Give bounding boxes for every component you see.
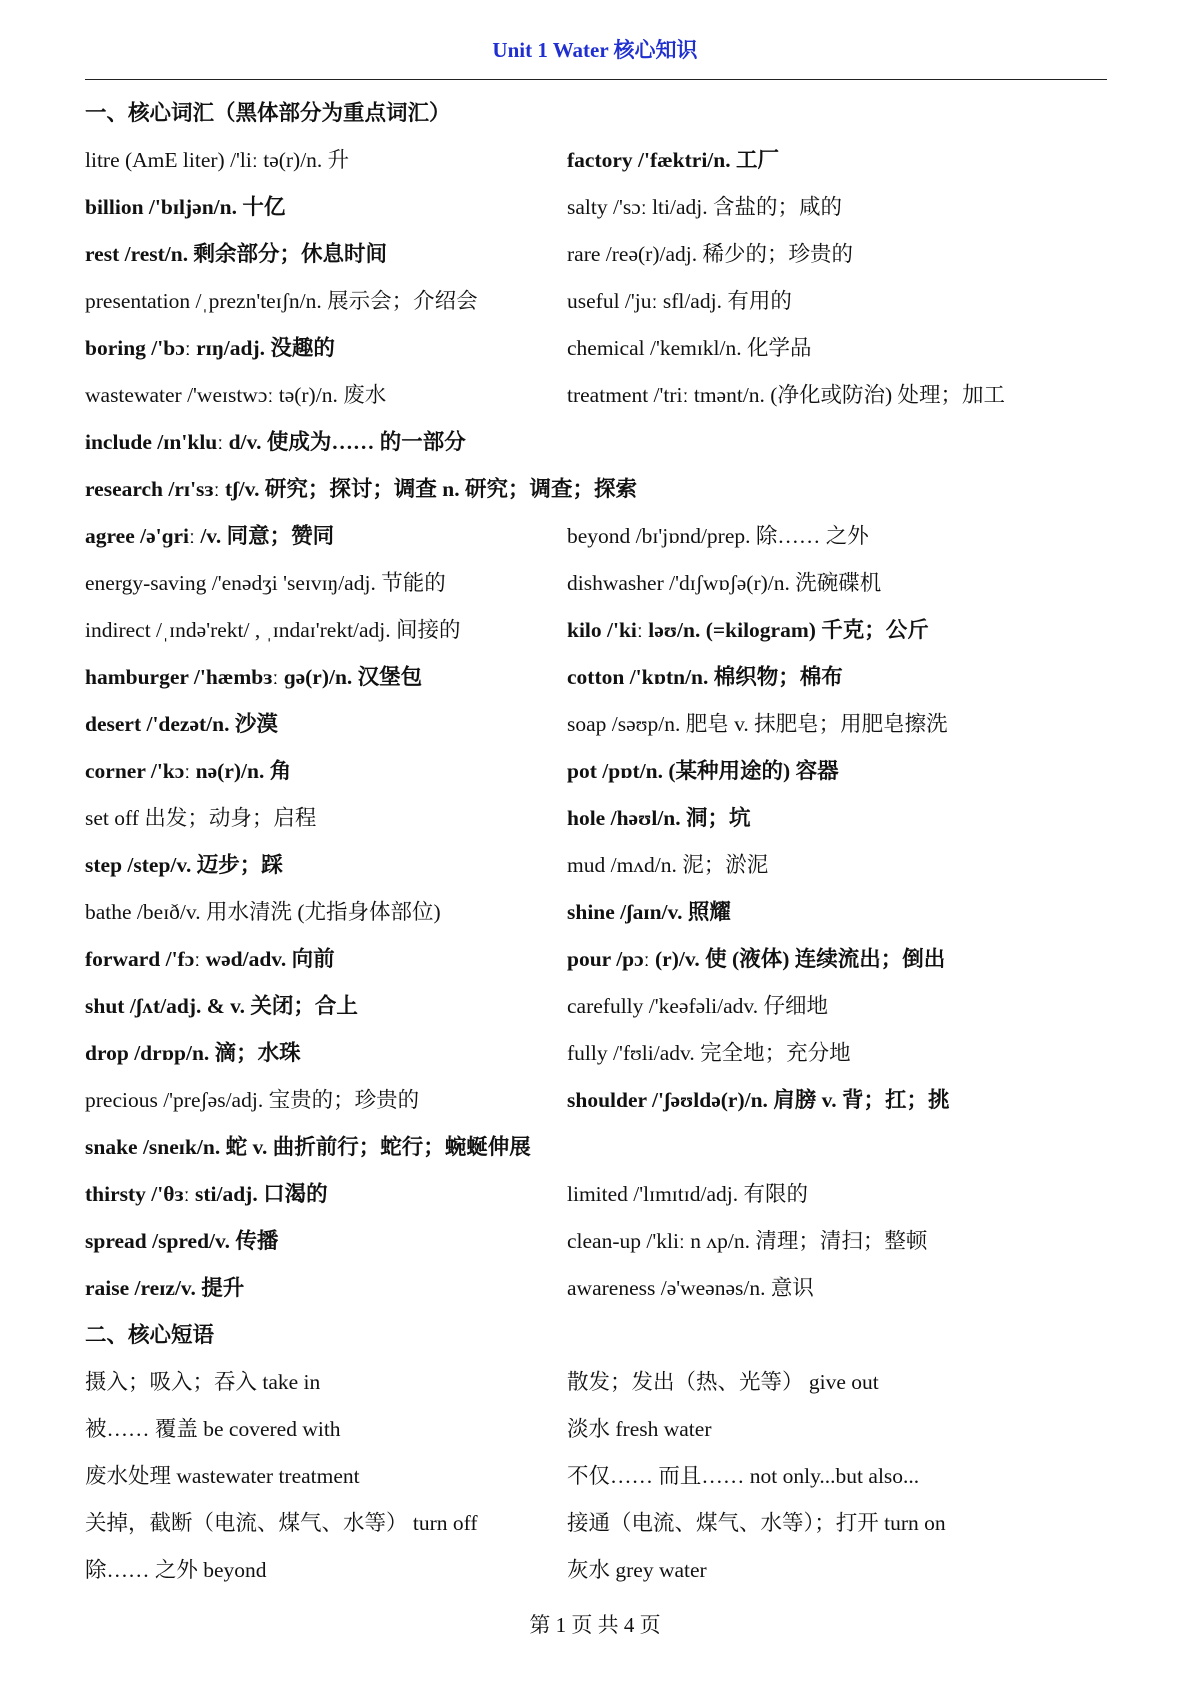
vocab-entry-left: hamburger /'hæmbɜː ɡə(r)/n. 汉堡包 bbox=[85, 665, 423, 689]
vocab-entry-row bbox=[85, 511, 1107, 558]
vocab-entry-right: kilo /'kiː ləʊ/n. (=kilogram) 千克；公斤 bbox=[567, 618, 929, 642]
vocab-entry-left: corner /'kɔː nə(r)/n. 角 bbox=[85, 759, 292, 783]
vocab-entry: research /rɪ'sɜː tʃ/v. 研究；探讨；调查 n. 研究；调查；探索 bbox=[85, 477, 637, 501]
vocab-entry-left: agree /ə'ɡriː /v. 同意；赞同 bbox=[85, 524, 335, 548]
vocab-entry: snake /sneɪk/n. 蛇 v. 曲折前行；蛇行；蜿蜒伸展 bbox=[85, 1135, 531, 1159]
vocab-entry-left: rest /rest/n. 剩余部分；休息时间 bbox=[85, 242, 387, 266]
vocab-entry-row bbox=[85, 182, 1107, 229]
vocab-entry-left: indirect /ˌɪndə'rekt/ , ˌɪndaɪ'rekt/adj. 间接的 bbox=[85, 618, 461, 642]
vocab-entry-left: raise /reɪz/v. 提升 bbox=[85, 1276, 245, 1300]
vocab-entry-left: energy-saving /'enədʒi 'seɪvɪŋ/adj. 节能的 bbox=[85, 571, 446, 595]
phrase-entry-right: 淡水 fresh water bbox=[567, 1417, 712, 1441]
vocab-entry-row bbox=[85, 605, 1107, 652]
vocab-entry-row bbox=[85, 1028, 1107, 1075]
phrase-entry-right: 接通（电流、煤气、水等）；打开 turn on bbox=[567, 1511, 946, 1535]
vocab-entry-right: factory /'fæktri/n. 工厂 bbox=[567, 148, 779, 172]
phrase-entry-row bbox=[85, 1357, 1107, 1404]
vocab-entry-right: fully /'fʊli/adv. 完全地；充分地 bbox=[567, 1041, 851, 1065]
vocab-entry-row bbox=[85, 1075, 1107, 1122]
vocab-entry-left: bathe /beɪð/v. 用水清洗 (尤指身体部位) bbox=[85, 900, 441, 924]
vocab-entry-left: billion /'bɪljən/n. 十亿 bbox=[85, 195, 286, 219]
phrase-entry-right: 灰水 grey water bbox=[567, 1558, 707, 1582]
vocab-entry-left: spread /spred/v. 传播 bbox=[85, 1229, 279, 1253]
vocab-entry-row bbox=[85, 323, 1107, 370]
vocab-entry-right: pot /pɒt/n. (某种用途的) 容器 bbox=[567, 759, 839, 783]
vocab-entry-right: limited /'lɪmɪtɪd/adj. 有限的 bbox=[567, 1182, 808, 1206]
vocab-entry-row bbox=[85, 1263, 1107, 1310]
vocab-entry-left: litre (AmE liter) /'liː tə(r)/n. 升 bbox=[85, 148, 350, 172]
vocab-entry-right: beyond /bɪ'jɒnd/prep. 除…… 之外 bbox=[567, 524, 869, 548]
phrase-entry-right: 散发；发出（热、光等） give out bbox=[567, 1370, 879, 1394]
vocab-entry-left: thirsty /'θɜː sti/adj. 口渴的 bbox=[85, 1182, 328, 1206]
vocab-entry-left: set off 出发；动身；启程 bbox=[85, 806, 317, 830]
vocab-entry-right: clean-up /'kliː n ʌp/n. 清理；清扫；整顿 bbox=[567, 1229, 928, 1253]
vocab-entry-row bbox=[85, 887, 1107, 934]
header-divider bbox=[85, 79, 1107, 80]
vocab-entry-row bbox=[85, 1169, 1107, 1216]
vocab-entry-row bbox=[85, 135, 1107, 182]
vocab-entry-row bbox=[85, 840, 1107, 887]
vocab-entry-left: shut /ʃʌt/adj. & v. 关闭；合上 bbox=[85, 994, 358, 1018]
vocab-entry-left: forward /'fɔː wəd/adv. 向前 bbox=[85, 947, 335, 971]
vocab-entry-row bbox=[85, 1216, 1107, 1263]
phrase-entry-left: 被…… 覆盖 be covered with bbox=[85, 1417, 341, 1441]
vocab-entry-row bbox=[85, 793, 1107, 840]
vocab-entry-right: cotton /'kɒtn/n. 棉织物；棉布 bbox=[567, 665, 843, 689]
vocab-entry-row bbox=[85, 464, 1107, 511]
vocab-entry-right: useful /'juː sfl/adj. 有用的 bbox=[567, 289, 792, 313]
vocab-entry-right: treatment /'triː tmənt/n. (净化或防治) 处理；加工 bbox=[567, 383, 1005, 407]
vocab-entry-right: mud /mʌd/n. 泥；淤泥 bbox=[567, 853, 769, 877]
vocabulary-list bbox=[85, 135, 1107, 1310]
vocab-entry-left: boring /'bɔː rɪŋ/adj. 没趣的 bbox=[85, 336, 335, 360]
phrase-entry-row bbox=[85, 1545, 1107, 1592]
phrase-entry-row bbox=[85, 1451, 1107, 1498]
vocab-entry: include /ɪn'kluː d/v. 使成为…… 的一部分 bbox=[85, 430, 466, 454]
phrase-entry-right: 不仅…… 而且…… not only...but also... bbox=[567, 1464, 920, 1488]
phrase-entry-left: 摄入；吸入；吞入 take in bbox=[85, 1370, 321, 1394]
vocab-entry-row bbox=[85, 558, 1107, 605]
phrase-list bbox=[85, 1357, 1107, 1592]
vocab-entry-right: pour /pɔː (r)/v. 使 (液体) 连续流出；倒出 bbox=[567, 947, 946, 971]
vocab-entry-row bbox=[85, 417, 1107, 464]
vocab-entry-row bbox=[85, 1122, 1107, 1169]
vocab-entry-right: shoulder /'ʃəʊldə(r)/n. 肩膀 v. 背；扛；挑 bbox=[567, 1088, 950, 1112]
vocab-entry-row bbox=[85, 981, 1107, 1028]
section-heading-vocabulary: 一、核心词汇（黑体部分为重点词汇） bbox=[85, 101, 451, 125]
vocab-entry-row bbox=[85, 746, 1107, 793]
phrase-entry-row bbox=[85, 1404, 1107, 1451]
vocab-entry-right: rare /reə(r)/adj. 稀少的；珍贵的 bbox=[567, 242, 853, 266]
phrase-entry-left: 废水处理 wastewater treatment bbox=[85, 1464, 360, 1488]
vocab-entry-right: awareness /ə'weənəs/n. 意识 bbox=[567, 1276, 814, 1300]
vocab-entry-right: soap /səʊp/n. 肥皂 v. 抹肥皂；用肥皂擦洗 bbox=[567, 712, 948, 736]
vocab-entry-row bbox=[85, 370, 1107, 417]
vocab-entry-right: hole /həʊl/n. 洞；坑 bbox=[567, 806, 751, 830]
vocab-entry-right: dishwasher /'dɪʃwɒʃə(r)/n. 洗碗碟机 bbox=[567, 571, 882, 595]
vocab-entry-left: precious /'preʃəs/adj. 宝贵的；珍贵的 bbox=[85, 1088, 420, 1112]
vocab-entry-row bbox=[85, 699, 1107, 746]
vocab-entry-left: wastewater /'weɪstwɔː tə(r)/n. 废水 bbox=[85, 383, 387, 407]
phrase-entry-row bbox=[85, 1498, 1107, 1545]
phrase-entry-left: 关掉，截断（电流、煤气、水等） turn off bbox=[85, 1511, 478, 1535]
vocab-entry-row bbox=[85, 276, 1107, 323]
vocab-entry-left: desert /'dezət/n. 沙漠 bbox=[85, 712, 278, 736]
page-title: Unit 1 Water 核心知识 bbox=[492, 38, 698, 62]
vocab-entry-left: drop /drɒp/n. 滴；水珠 bbox=[85, 1041, 301, 1065]
vocab-entry-row bbox=[85, 652, 1107, 699]
document-body bbox=[85, 88, 1107, 1592]
vocab-entry-row bbox=[85, 229, 1107, 276]
vocab-entry-left: step /step/v. 迈步；踩 bbox=[85, 853, 283, 877]
vocab-entry-right: chemical /'kemɪkl/n. 化学品 bbox=[567, 336, 812, 360]
page-footer: 第 1 页 共 4 页 bbox=[529, 1613, 661, 1637]
vocab-entry-right: carefully /'keəfəli/adv. 仔细地 bbox=[567, 994, 828, 1018]
vocab-entry-left: presentation /ˌprezn'teɪʃn/n. 展示会；介绍会 bbox=[85, 289, 478, 313]
vocab-entry-row bbox=[85, 934, 1107, 981]
vocab-entry-right: shine /ʃaɪn/v. 照耀 bbox=[567, 900, 731, 924]
vocab-entry-right: salty /'sɔː lti/adj. 含盐的；咸的 bbox=[567, 195, 842, 219]
section-heading-phrases: 二、核心短语 bbox=[85, 1323, 215, 1347]
phrase-entry-left: 除…… 之外 beyond bbox=[85, 1558, 267, 1582]
